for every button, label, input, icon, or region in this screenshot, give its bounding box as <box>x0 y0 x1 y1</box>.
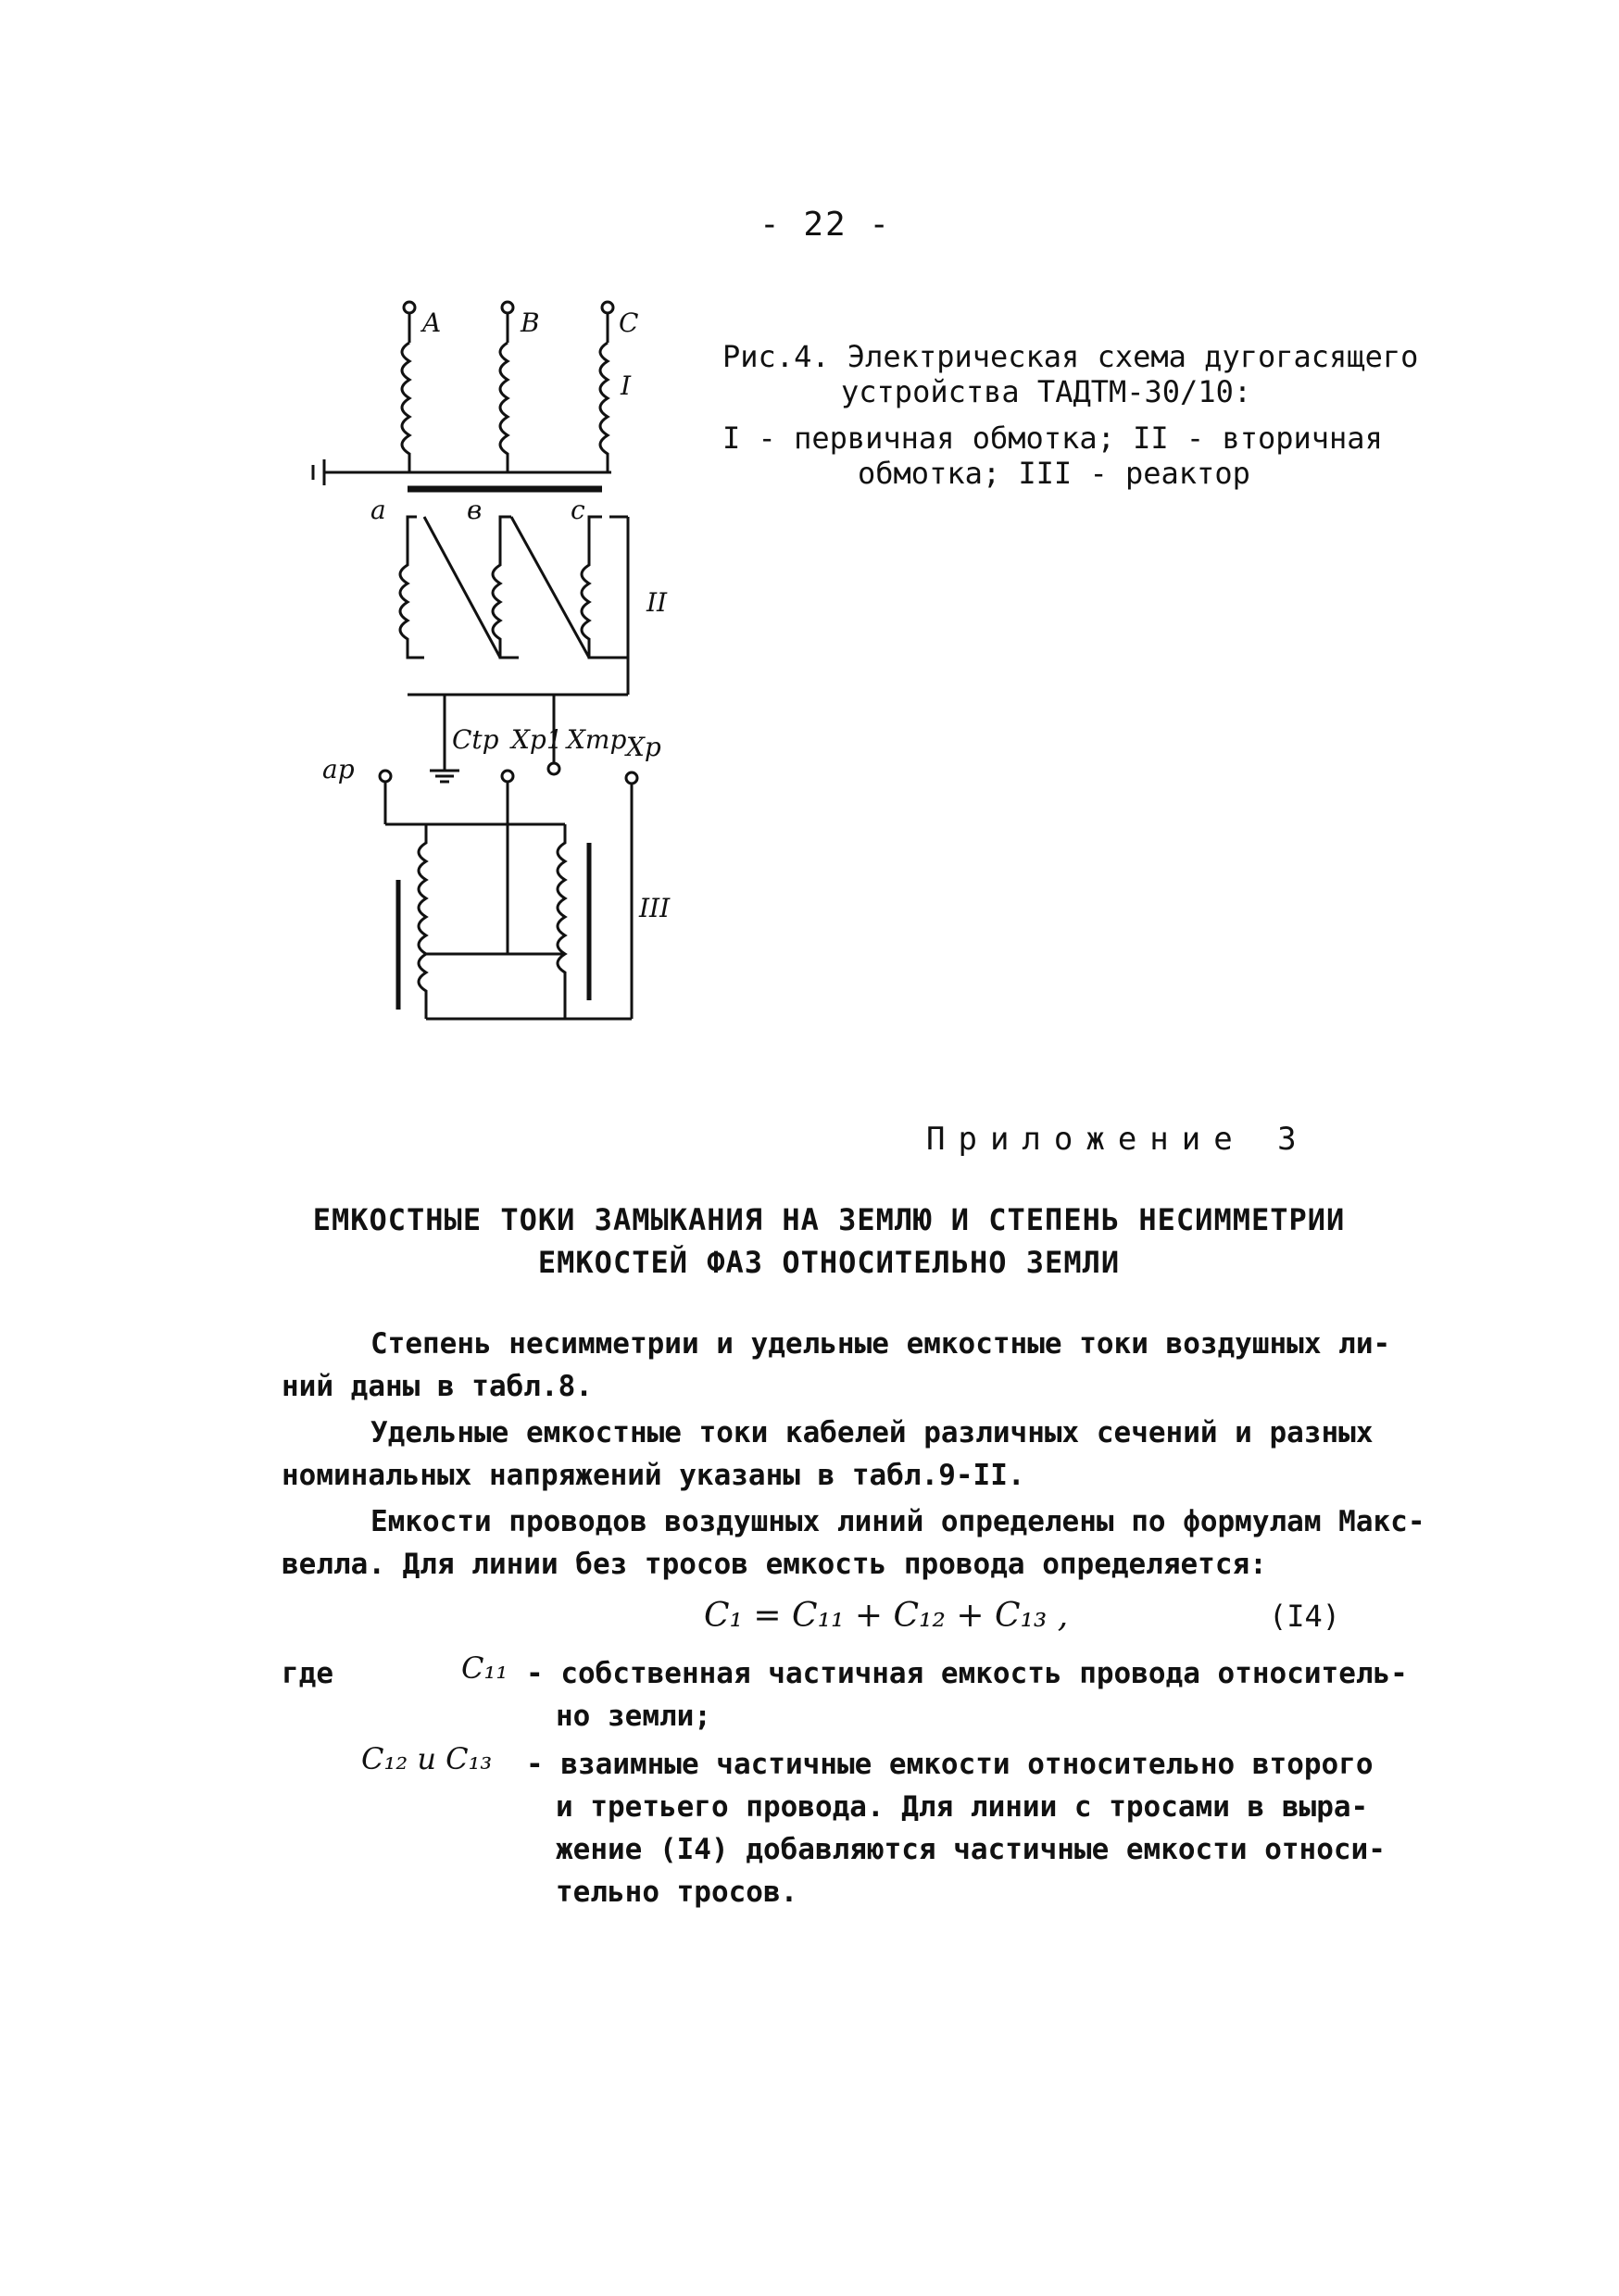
label-b: в <box>467 495 483 525</box>
paragraph-1-line-1: Степень несимметрии и удельные емкостные токи воздушных ли- <box>370 1327 1391 1361</box>
label-B: B <box>521 307 540 338</box>
section-heading-line-2: ЕМКОСТЕЙ ФАЗ ОТНОСИТЕЛЬНО ЗЕМЛИ <box>537 1245 1121 1280</box>
definition-2-symbol: C₁₂ и C₁₃ <box>361 1741 493 1776</box>
where-label: где <box>282 1657 333 1690</box>
formula-14: C₁ = C₁₁ + C₁₂ + C₁₃ , <box>704 1597 1069 1635</box>
label-ctr: Ctp <box>452 724 499 755</box>
definition-2-line-2: и третьего провода. Для линии с тросами в выра- <box>556 1790 1369 1824</box>
paragraph-3-line-1: Емкости проводов воздушных линий определены по формулам Макс- <box>370 1505 1425 1538</box>
legend-line-2: обмотка; III - реактор <box>858 456 1250 491</box>
terminal-a-upper <box>404 302 415 313</box>
label-winding-1: I <box>621 370 632 401</box>
paragraph-2-line-2: номинальных напряжений указаны в табл.9-II. <box>282 1459 1025 1492</box>
secondary-coil-c <box>582 517 609 658</box>
circuit-diagram <box>296 287 685 1047</box>
terminal-xtr <box>548 763 559 774</box>
figure-caption <box>722 339 1418 491</box>
page-number: - 22 - <box>759 206 892 244</box>
definition-2-line-3: жение (I4) добавляются частичные емкости относи- <box>556 1833 1386 1866</box>
terminal-xr <box>626 772 637 784</box>
primary-coil-b <box>500 343 508 472</box>
paragraph-2-line-1: Удельные емкостные токи кабелей различных сечений и разных <box>370 1416 1374 1449</box>
definition-1-symbol: C₁₁ <box>461 1650 508 1686</box>
section-heading-line-1: ЕМКОСТНЫЕ ТОКИ ЗАМЫКАНИЯ НА ЗЕМЛЮ И СТЕПЕНЬ НЕСИММЕТРИИ <box>312 1202 1346 1237</box>
secondary-coil-a <box>400 517 424 658</box>
primary-coil-c <box>600 343 608 472</box>
label-C: C <box>619 307 639 338</box>
caption-line-2: устройства ТАДТМ-30/10: <box>841 374 1252 409</box>
label-A: A <box>422 307 442 338</box>
label-c: с <box>571 495 585 525</box>
paragraph-3-line-2: велла. Для линии без тросов емкость провода определяется: <box>282 1548 1267 1581</box>
definition-2-line-4: тельно тросов. <box>556 1876 798 1909</box>
equation-number: (I4) <box>1269 1599 1341 1634</box>
primary-coil-a <box>402 343 409 472</box>
terminal-xr1 <box>502 771 513 782</box>
definition-1-line-2: но земли; <box>556 1700 711 1733</box>
legend-line-1: I - первичная обмотка; II - вторичная <box>722 420 1383 456</box>
secondary-coil-b <box>493 517 519 658</box>
label-winding-3: III <box>639 893 671 923</box>
appendix-label: Приложение 3 <box>926 1121 1310 1158</box>
label-xr: Xp <box>626 732 661 762</box>
terminal-ar <box>380 771 391 782</box>
label-ar: ap <box>322 754 355 784</box>
reactor-coil-left <box>419 824 426 1019</box>
label-winding-2: II <box>646 587 668 618</box>
reactor-coil-right <box>558 824 565 991</box>
definition-1-line-1: - собственная частичная емкость провода относитель- <box>526 1657 1408 1690</box>
label-a: a <box>370 495 386 525</box>
caption-line-1: Рис.4. Электрическая схема дугогасящего <box>722 339 1419 374</box>
terminal-b-upper <box>502 302 513 313</box>
definition-2-line-1: - взаимные частичные емкости относительно второго <box>526 1748 1374 1781</box>
label-xtr: Xтp <box>567 724 627 755</box>
terminal-c-upper <box>602 302 613 313</box>
label-xr1: Xp1 <box>511 724 563 755</box>
paragraph-1-line-2: ний даны в табл.8. <box>282 1370 593 1403</box>
